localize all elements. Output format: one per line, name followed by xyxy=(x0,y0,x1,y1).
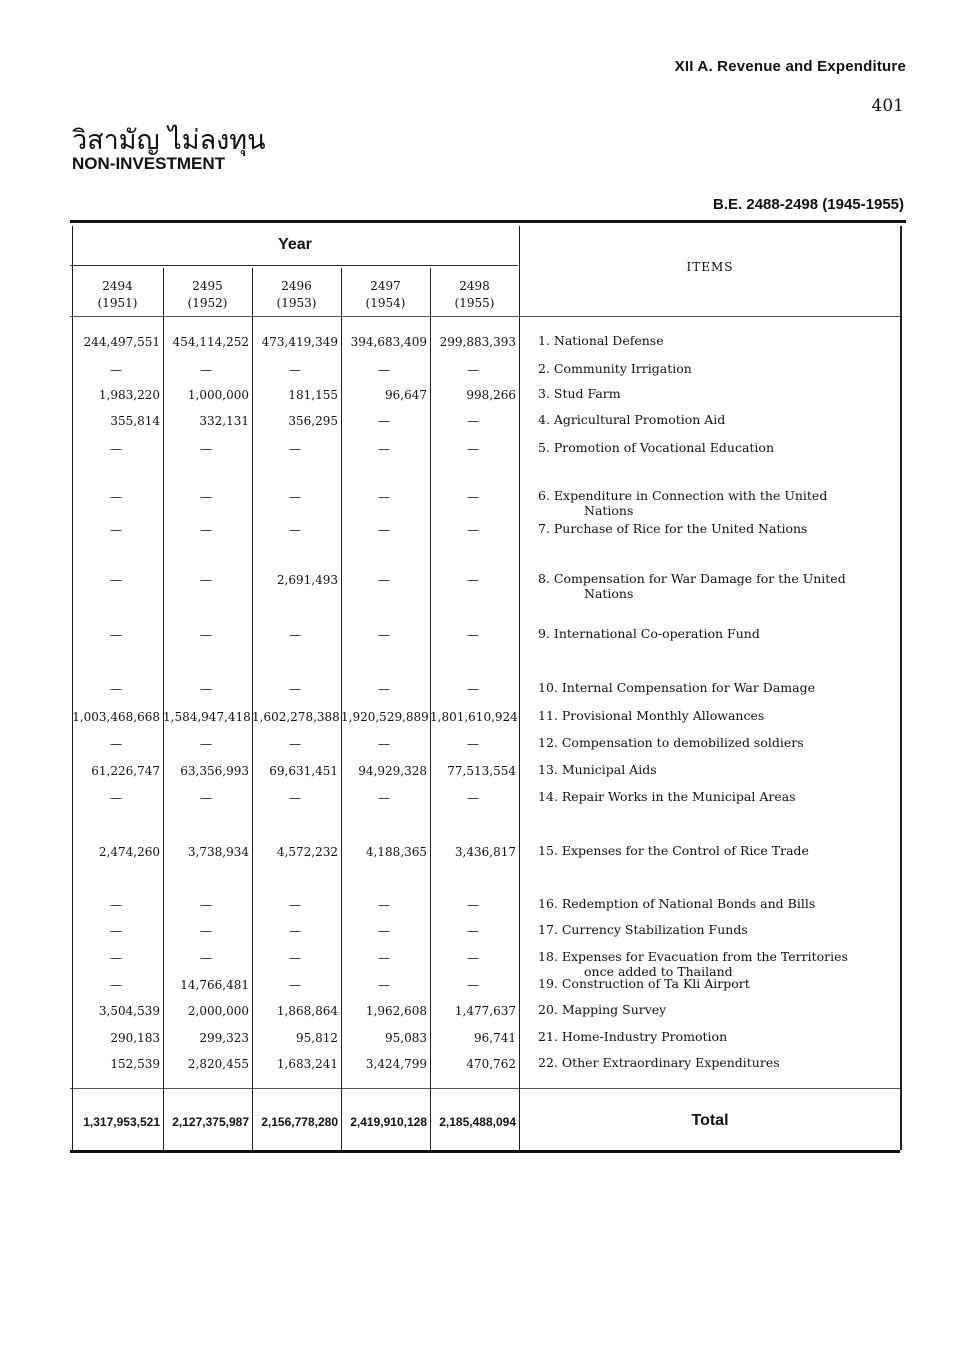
table-cell: — xyxy=(110,442,122,456)
total-cell: 2,127,375,987 xyxy=(172,1115,249,1129)
total-cell: 2,185,488,094 xyxy=(439,1115,516,1129)
table-cell: — xyxy=(378,628,390,642)
table-cell: — xyxy=(200,490,212,504)
year-ad: (1955) xyxy=(454,296,495,310)
period-label: B.E. 2488-2498 (1945-1955) xyxy=(713,196,904,213)
table-cell: 95,083 xyxy=(385,1031,427,1045)
item-label xyxy=(538,521,898,536)
header-rule xyxy=(70,316,900,317)
table-cell: — xyxy=(467,490,479,504)
item-label xyxy=(538,735,898,750)
item-text-continued: Nations xyxy=(584,503,634,518)
table-cell: — xyxy=(110,924,122,938)
item-label xyxy=(538,386,898,401)
table-cell: — xyxy=(378,898,390,912)
table-cell: — xyxy=(110,523,122,537)
item-label xyxy=(538,571,898,601)
table-cell: 94,929,328 xyxy=(358,764,427,778)
year-header: Year xyxy=(278,236,312,253)
year-be: 2494 xyxy=(102,279,133,293)
item-text: 17. Currency Stabilization Funds xyxy=(538,922,748,937)
year-ad: (1953) xyxy=(276,296,317,310)
table-cell: — xyxy=(200,898,212,912)
table-cell: — xyxy=(200,924,212,938)
table-cell: 1,602,278,388 xyxy=(252,710,340,724)
item-text: 5. Promotion of Vocational Education xyxy=(538,440,774,455)
table-cell: — xyxy=(289,490,301,504)
table-cell: — xyxy=(467,442,479,456)
page-title: NON-INVESTMENT xyxy=(72,154,225,173)
total-label: Total xyxy=(691,1112,729,1129)
table-cell: 299,323 xyxy=(199,1031,249,1045)
year-ad: (1951) xyxy=(97,296,138,310)
table-cell: 77,513,554 xyxy=(447,764,516,778)
table-cell: — xyxy=(467,523,479,537)
table-cell: — xyxy=(200,573,212,587)
item-label xyxy=(538,626,898,641)
table-cell: 3,424,799 xyxy=(365,1057,427,1071)
item-text: 21. Home-Industry Promotion xyxy=(538,1029,728,1044)
item-text: 3. Stud Farm xyxy=(538,386,621,401)
year-be: 2498 xyxy=(459,279,490,293)
item-label xyxy=(538,762,898,777)
top-rule xyxy=(70,220,906,223)
table-cell: — xyxy=(289,682,301,696)
table-cell: 470,762 xyxy=(466,1057,516,1071)
table-cell: — xyxy=(289,898,301,912)
item-text: 11. Provisional Monthly Allowances xyxy=(538,708,765,723)
table-cell: — xyxy=(467,951,479,965)
table-cell: 1,920,529,889 xyxy=(341,710,429,724)
table-cell: — xyxy=(467,628,479,642)
total-rule xyxy=(70,1088,900,1089)
item-text: 20. Mapping Survey xyxy=(538,1002,667,1017)
table-cell: 96,741 xyxy=(474,1031,516,1045)
table-cell: 1,584,947,418 xyxy=(163,710,251,724)
table-cell: — xyxy=(467,791,479,805)
year-be: 2497 xyxy=(370,279,401,293)
year-column-header xyxy=(341,278,430,312)
table-cell: — xyxy=(110,737,122,751)
item-text: 18. Expenses for Evacuation from the Territories xyxy=(538,949,848,964)
thai-title: วิสามัญ ไม่ลงทุน xyxy=(72,125,266,156)
item-label xyxy=(538,333,898,348)
table-cell: — xyxy=(110,628,122,642)
table-cell: — xyxy=(467,924,479,938)
item-label xyxy=(538,708,898,723)
table-cell: — xyxy=(110,791,122,805)
table-cell: — xyxy=(289,442,301,456)
table-cell: — xyxy=(378,442,390,456)
table-cell: — xyxy=(110,573,122,587)
table-cell: 356,295 xyxy=(288,414,338,428)
table-cell: 1,477,637 xyxy=(454,1004,516,1018)
section-heading: XII A. Revenue and Expenditure xyxy=(674,58,906,75)
table-cell: 3,436,817 xyxy=(454,845,516,859)
table-cell: 61,226,747 xyxy=(91,764,160,778)
year-column-header xyxy=(163,278,252,312)
table-cell: — xyxy=(378,791,390,805)
table-cell: — xyxy=(200,523,212,537)
table-cell: — xyxy=(467,682,479,696)
table-cell: — xyxy=(200,363,212,377)
item-label xyxy=(538,789,898,804)
item-text: 15. Expenses for the Control of Rice Trade xyxy=(538,843,809,858)
table-cell: — xyxy=(467,363,479,377)
table-cell: — xyxy=(467,978,479,992)
table-cell: — xyxy=(378,523,390,537)
table-cell: 1,868,864 xyxy=(276,1004,338,1018)
table-cell: — xyxy=(467,414,479,428)
table-cell: — xyxy=(289,737,301,751)
table-cell: — xyxy=(200,682,212,696)
table-cell: — xyxy=(378,737,390,751)
table-cell: 1,003,468,668 xyxy=(72,710,160,724)
item-label xyxy=(538,680,898,695)
table-cell: 290,183 xyxy=(110,1031,160,1045)
table-cell: — xyxy=(110,682,122,696)
bottom-rule xyxy=(70,1150,900,1153)
item-text: 13. Municipal Aids xyxy=(538,762,657,777)
table-cell: 1,000,000 xyxy=(187,388,249,402)
item-text: 10. Internal Compensation for War Damage xyxy=(538,680,815,695)
item-text: 2. Community Irrigation xyxy=(538,361,692,376)
table-cell: — xyxy=(378,573,390,587)
table-cell: — xyxy=(200,628,212,642)
item-label xyxy=(538,1055,898,1070)
table-cell: 332,131 xyxy=(199,414,249,428)
table-cell: 1,983,220 xyxy=(98,388,160,402)
item-label xyxy=(538,976,898,991)
item-label xyxy=(538,412,898,427)
table-cell: 2,691,493 xyxy=(276,573,338,587)
table-cell: — xyxy=(110,363,122,377)
item-text: 22. Other Extraordinary Expenditures xyxy=(538,1055,780,1070)
table-cell: 299,883,393 xyxy=(439,335,516,349)
item-text: 6. Expenditure in Connection with the United xyxy=(538,488,828,503)
table-cell: — xyxy=(467,898,479,912)
items-header: ITEMS xyxy=(686,260,734,274)
year-ad: (1954) xyxy=(365,296,406,310)
table-cell: — xyxy=(200,791,212,805)
table-cell: 181,155 xyxy=(288,388,338,402)
total-cell: 2,419,910,128 xyxy=(350,1115,427,1129)
table-cell: 69,631,451 xyxy=(269,764,338,778)
table-cell: 2,000,000 xyxy=(187,1004,249,1018)
item-text: 9. International Co-operation Fund xyxy=(538,626,760,641)
table-cell: — xyxy=(378,682,390,696)
item-text-continued: Nations xyxy=(584,586,634,601)
total-cell: 2,156,778,280 xyxy=(261,1115,338,1129)
table-cell: 96,647 xyxy=(385,388,427,402)
item-text: 1. National Defense xyxy=(538,333,664,348)
item-label xyxy=(538,922,898,937)
table-cell: — xyxy=(200,951,212,965)
table-cell: — xyxy=(378,951,390,965)
table-cell: — xyxy=(110,898,122,912)
table-cell: 244,497,551 xyxy=(83,335,160,349)
table-cell: — xyxy=(378,414,390,428)
table-cell: 1,962,608 xyxy=(365,1004,427,1018)
item-label xyxy=(538,1002,898,1017)
item-label xyxy=(538,896,898,911)
table-cell: 4,188,365 xyxy=(365,845,427,859)
total-cell: 1,317,953,521 xyxy=(83,1115,160,1129)
table-cell: — xyxy=(289,523,301,537)
table-cell: — xyxy=(200,737,212,751)
item-label xyxy=(538,440,898,455)
item-label xyxy=(538,488,898,518)
table-cell: — xyxy=(467,573,479,587)
table-cell: 14,766,481 xyxy=(180,978,249,992)
table-cell: — xyxy=(289,978,301,992)
table-cell: — xyxy=(289,628,301,642)
table-cell: 1,683,241 xyxy=(276,1057,338,1071)
table-cell: — xyxy=(289,791,301,805)
table-cell: — xyxy=(378,363,390,377)
table-cell: 454,114,252 xyxy=(172,335,249,349)
table-cell: — xyxy=(378,490,390,504)
year-rule xyxy=(70,265,518,266)
table-cell: — xyxy=(289,363,301,377)
year-ad: (1952) xyxy=(187,296,228,310)
table-cell: 152,539 xyxy=(110,1057,160,1071)
table-cell: 394,683,409 xyxy=(350,335,427,349)
item-text: 4. Agricultural Promotion Aid xyxy=(538,412,726,427)
item-label xyxy=(538,361,898,376)
right-border xyxy=(900,226,902,1150)
year-column-header xyxy=(72,278,163,312)
page-number: 401 xyxy=(871,96,904,116)
item-label xyxy=(538,843,898,858)
table-cell: — xyxy=(110,951,122,965)
table-cell: — xyxy=(110,490,122,504)
item-label xyxy=(538,949,898,979)
year-column-header xyxy=(430,278,519,312)
table-cell: 3,738,934 xyxy=(187,845,249,859)
item-text: 19. Construction of Ta Kli Airport xyxy=(538,976,750,991)
table-cell: 63,356,993 xyxy=(180,764,249,778)
table-cell: 2,820,455 xyxy=(187,1057,249,1071)
year-column-header xyxy=(252,278,341,312)
item-text: 14. Repair Works in the Municipal Areas xyxy=(538,789,796,804)
table-cell: 2,474,260 xyxy=(98,845,160,859)
year-be: 2496 xyxy=(281,279,312,293)
column-divider xyxy=(519,226,520,1150)
item-text: 8. Compensation for War Damage for the United xyxy=(538,571,846,586)
table-cell: 998,266 xyxy=(466,388,516,402)
item-text: 7. Purchase of Rice for the United Nations xyxy=(538,521,808,536)
table-cell: 473,419,349 xyxy=(261,335,338,349)
table-cell: — xyxy=(467,737,479,751)
table-cell: 355,814 xyxy=(110,414,160,428)
table-cell: — xyxy=(110,978,122,992)
table-cell: 3,504,539 xyxy=(98,1004,160,1018)
table-cell: — xyxy=(378,978,390,992)
table-cell: — xyxy=(200,442,212,456)
table-cell: — xyxy=(378,924,390,938)
table-cell: 1,801,610,924 xyxy=(430,710,518,724)
item-text-continued: once added to Thailand xyxy=(584,964,733,979)
table-cell: — xyxy=(289,951,301,965)
item-text: 16. Redemption of National Bonds and Bills xyxy=(538,896,816,911)
year-be: 2495 xyxy=(192,279,223,293)
item-label xyxy=(538,1029,898,1044)
table-cell: 95,812 xyxy=(296,1031,338,1045)
table-cell: 4,572,232 xyxy=(276,845,338,859)
table-cell: — xyxy=(289,924,301,938)
item-text: 12. Compensation to demobilized soldiers xyxy=(538,735,804,750)
